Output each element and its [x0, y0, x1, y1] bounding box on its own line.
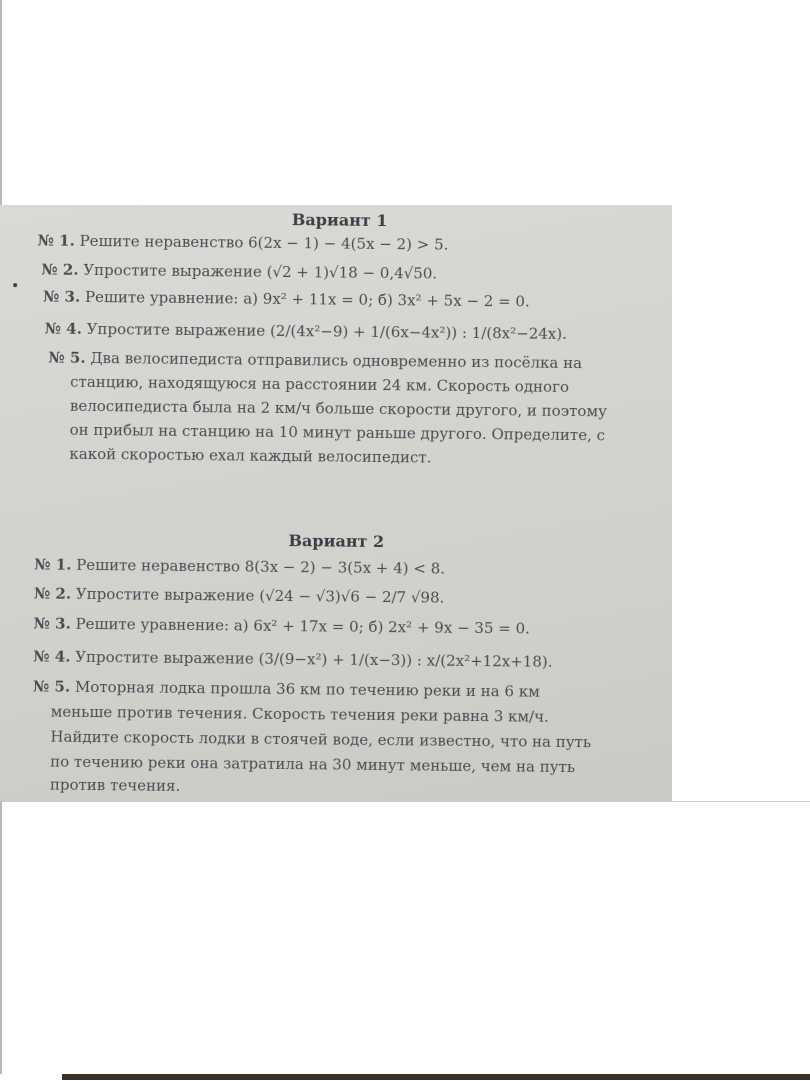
- v1-p2-text: Упростите выражение (√2 + 1)√18 − 0,4√50.: [83, 260, 438, 283]
- v2-p1-number: № 1.: [34, 555, 72, 574]
- bottom-left-border-line: [0, 801, 2, 1080]
- v2-p5-line-5: против течения.: [49, 775, 181, 795]
- v2-p1-text: Решите неравенство 8(3x − 2) − 3(5x + 4) < 8.: [76, 555, 446, 578]
- v1-p5-line-5: какой скоростью ехал каждый велосипедист.: [69, 444, 432, 467]
- v2-p4-text: Упростите выражение (3/(9−x²) + 1/(x−3)) : x/(2x²+12x+18).: [75, 647, 553, 671]
- v2-p2-number: № 2.: [33, 584, 72, 603]
- page-photo: [0, 205, 672, 801]
- bottom-left-corner: [0, 1074, 62, 1080]
- v2-p5-line-1: Моторная лодка прошла 36 км по течению реки и на 6 км: [74, 677, 540, 701]
- v1-p5-number: № 5.: [48, 348, 86, 367]
- left-border-line: [0, 0, 2, 205]
- v2-p5-line-3: Найдите скорость лодки в стоячей воде, если известно, что на путь: [50, 727, 592, 752]
- v2-p5-number: № 5.: [32, 677, 71, 696]
- v1-p4-text: Упростите выражение (2/(4x²−9) + 1/(6x−4x²)) : 1/(8x²−24x).: [86, 319, 568, 343]
- v2-problem-3: [34, 616, 530, 636]
- v2-p5-line-2: меньше против течения. Скорость течения реки равна 3 км/ч.: [50, 702, 549, 726]
- top-blank-area: [0, 0, 810, 205]
- v1-p5-line-1: Два велосипедиста отправились одновременно из посёлка на: [90, 348, 583, 373]
- v1-problem-1: [38, 233, 449, 252]
- v1-p5-line-2: станцию, находящуюся на расстоянии 24 км. Скорость одного: [70, 372, 570, 396]
- v2-problem-5: [33, 679, 540, 699]
- v2-p3-text: Решите уравнение: а) 6x² + 17x = 0; б) 2x² + 9x − 35 = 0.: [75, 614, 530, 638]
- v1-problem-2: [41, 262, 437, 281]
- v1-p5-line-3: велосипедиста была на 2 км/ч больше скорости другого, и поэтому: [69, 396, 608, 421]
- v1-p3-text: Решите уравнение: а) 9x² + 11x = 0; б) 3x² + 5x − 2 = 0.: [84, 287, 530, 311]
- v1-p5-line-4: он прибыл на станцию на 10 минут раньше другого. Определите, с: [69, 420, 606, 445]
- v2-problem-2: [34, 586, 445, 605]
- variant-1-title: Вариант 1: [291, 210, 388, 231]
- v2-p5-line-4: по течению реки она затратила на 30 минут меньше, чем на путь: [50, 752, 576, 777]
- worksheet-content: [0, 205, 672, 801]
- v1-p2-number: № 2.: [41, 260, 79, 279]
- v2-problem-1: [34, 557, 445, 576]
- bottom-blank-area: [0, 801, 810, 1081]
- variant-2-title: Вариант 2: [288, 531, 385, 552]
- v2-p2-text: Упростите выражение (√24 − √3)√6 − 2/7 √98.: [75, 584, 445, 607]
- v1-p4-number: № 4.: [44, 319, 82, 338]
- v1-problem-4: [45, 321, 567, 341]
- v1-p1-text: Решите неравенство 6(2x − 1) − 4(5x − 2) > 5.: [79, 231, 449, 254]
- right-blank-area: [672, 205, 810, 801]
- v2-problem-4: [33, 649, 552, 669]
- v2-p3-number: № 3.: [33, 614, 71, 633]
- v1-problem-5: [48, 348, 583, 373]
- v1-problem-3: [43, 289, 530, 309]
- v1-p3-number: № 3.: [42, 287, 81, 306]
- bottom-dark-strip: [62, 1074, 810, 1080]
- stray-mark: [13, 283, 17, 287]
- v1-p1-number: № 1.: [37, 231, 75, 250]
- v2-p4-number: № 4.: [33, 647, 71, 666]
